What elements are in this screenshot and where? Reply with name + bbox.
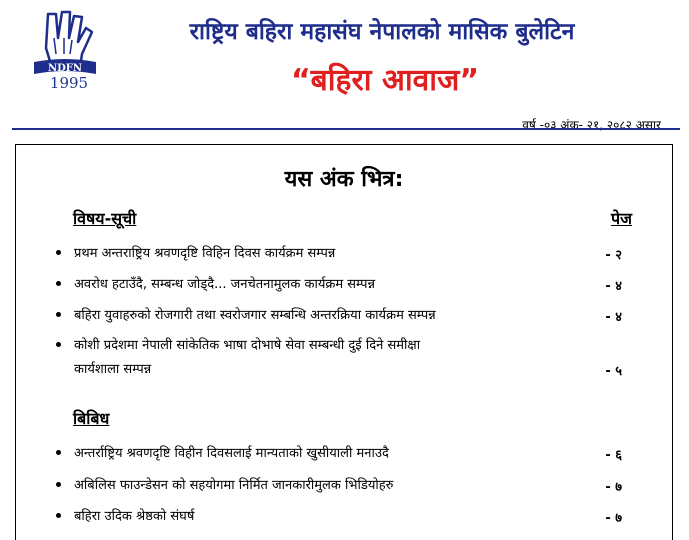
contents-heading: यस अंक भित्र:	[284, 167, 404, 192]
bullet-icon	[56, 342, 61, 347]
item-text: कोशी प्रदेशमा नेपाली सांकेतिक भाषा दोभाषे सेवा सम्बन्धी दुई दिने समीक्षा	[74, 338, 421, 353]
logo-text: NDFN	[47, 63, 83, 74]
item-text: बहिरा युवाहरुको रोजगारी तथा स्वरोजगार सम्बन्धि अन्तरक्रिया कार्यक्रम सम्पन्न	[74, 308, 436, 323]
item-text-continued: कार्यशाला सम्पन्न	[74, 362, 152, 377]
issue-info: वर्ष -०३ अंक- २१, २०८२ असार	[522, 118, 661, 132]
bulletin-title: राष्ट्रिय बहिरा महासंघ नेपालको मासिक बुलेटिन	[189, 19, 575, 45]
item-text: बहिरा उदिक श्रेष्ठको संघर्ष	[74, 509, 195, 524]
item-page: - ४	[605, 279, 622, 294]
bullet-icon	[56, 281, 61, 286]
item-text: प्रथम अन्तराष्ट्रिय श्रवणदृष्टि विहिन दिवस कार्यक्रम सम्पन्न	[74, 246, 336, 261]
bullet-icon	[56, 513, 61, 518]
bullet-icon	[56, 482, 61, 487]
item-page: - ५	[605, 364, 622, 379]
item-page: - ६	[605, 448, 622, 463]
item-page: - ४	[605, 310, 622, 325]
section-title-misc: बिबिध	[73, 409, 110, 428]
bullet-icon	[56, 450, 61, 455]
item-page: - ७	[605, 480, 622, 495]
contents-box	[15, 144, 673, 540]
logo-year: 1995	[49, 74, 89, 92]
item-page: - ७	[605, 511, 622, 526]
item-page: - २	[605, 248, 622, 263]
bulletin-subtitle: “बहिरा आवाज”	[290, 63, 480, 98]
bullet-icon	[56, 312, 61, 317]
section-title-contents: विषय-सूची	[73, 209, 137, 228]
bullet-icon	[56, 250, 61, 255]
page-column-label: पेज	[611, 209, 632, 228]
item-text: अबिलिस फाउन्डेसन को सहयोगमा निर्मित जानकारीमुलक भिडियोहरु	[74, 478, 394, 493]
item-text: अन्तर्राष्ट्रिय श्रवणदृष्टि विहीन दिवसलाई मान्यताको खुसीयाली मनाउदै	[74, 446, 389, 461]
item-text: अवरोध हटाउँदै, सम्बन्ध जोड्दै... जनचेतनामुलक कार्यक्रम सम्पन्न	[74, 277, 375, 292]
header-divider	[12, 128, 680, 130]
